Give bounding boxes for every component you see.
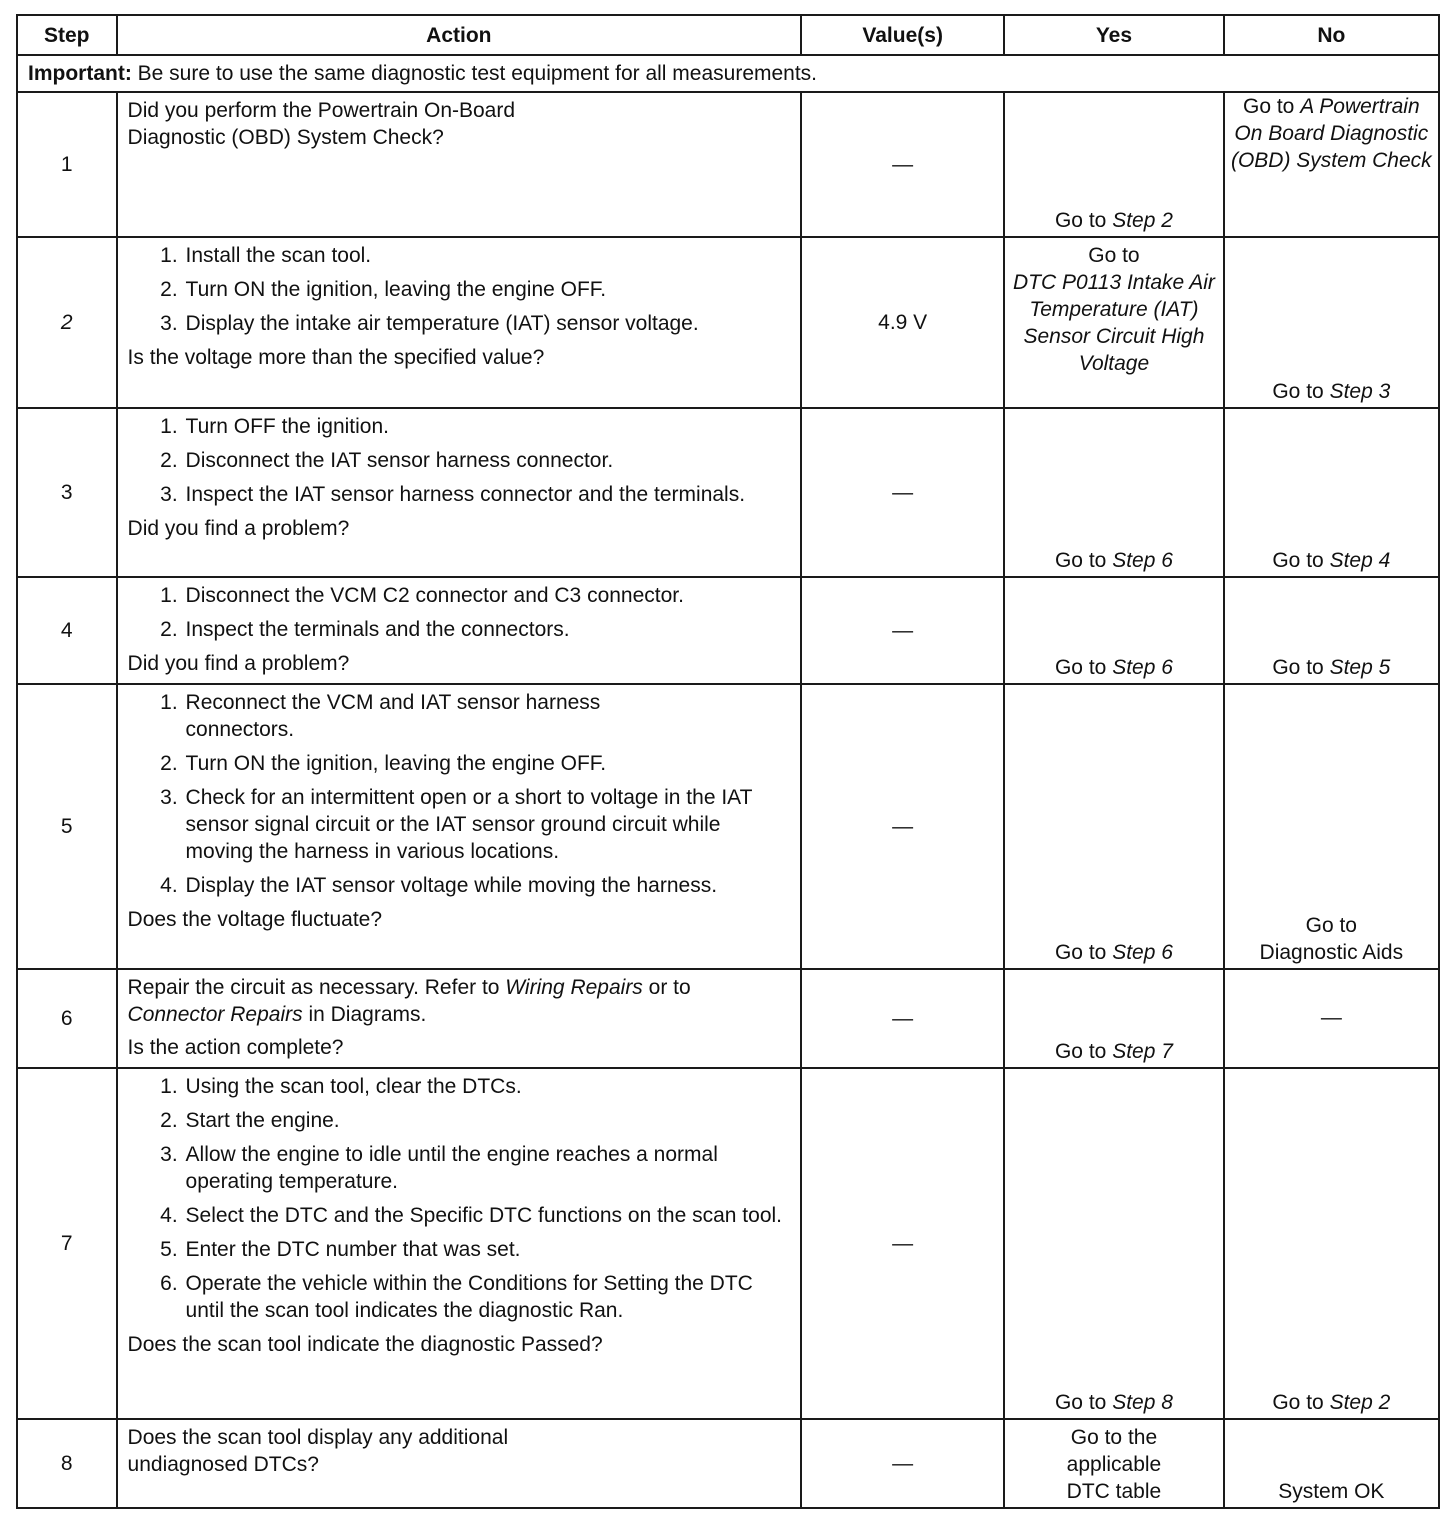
no-ref: Step 5 <box>1329 656 1391 679</box>
no-cell <box>1224 577 1439 684</box>
value-cell: — <box>801 684 1004 969</box>
action-cell <box>117 577 802 684</box>
no-cell <box>1224 1068 1439 1419</box>
yes-ref: Step 6 <box>1112 941 1173 964</box>
yes-cell <box>1004 408 1223 577</box>
yes-ref: Step 7 <box>1112 1040 1173 1063</box>
no-ref: A Powertrain On Board Diagnostic (OBD) System Check <box>1230 95 1432 172</box>
yes-ref: Step 8 <box>1112 1391 1173 1414</box>
step-number: 2 <box>17 237 117 408</box>
header-no: No <box>1224 15 1439 55</box>
action-text <box>128 974 793 1028</box>
value-cell: — <box>801 969 1004 1068</box>
value-cell: 4.9 V <box>801 237 1004 408</box>
action-cell <box>117 1068 802 1419</box>
go-to-label: Go to <box>1272 549 1324 572</box>
go-to-label: Go to <box>1242 95 1295 118</box>
go-to-label: Go to <box>1054 941 1107 964</box>
action-steps <box>128 1073 793 1324</box>
important-label: Important: <box>28 62 132 85</box>
action-step: 3. Display the intake air temperature (IAT) sensor voltage. <box>184 310 793 337</box>
action-step: 2. Inspect the terminals and the connectors. <box>184 616 793 643</box>
header-values: Value(s) <box>801 15 1004 55</box>
action-text: Did you perform the Powertrain On-Board Diagnostic (OBD) System Check? <box>127 99 516 149</box>
go-to-label: Go to <box>1054 549 1107 572</box>
action-question: Does the voltage fluctuate? <box>127 908 383 931</box>
important-text: Be sure to use the same diagnostic test equipment for all measurements. <box>131 62 818 85</box>
header-action: Action <box>117 15 802 55</box>
table-row <box>17 577 1439 684</box>
go-to-label: Go to <box>1054 656 1107 679</box>
no-cell <box>1224 684 1439 969</box>
action-cell <box>117 408 802 577</box>
action-question: Does the scan tool indicate the diagnostic Passed? <box>127 1333 603 1356</box>
action-step: 3. Allow the engine to idle until the engine reaches a normal operating temperature. <box>184 1141 793 1195</box>
no-cell <box>1224 408 1439 577</box>
no-ref: Step 2 <box>1329 1391 1391 1414</box>
action-cell <box>117 237 802 408</box>
no-ref: Step 3 <box>1329 380 1391 403</box>
go-to-label: Go to <box>1272 1391 1324 1414</box>
step-number: 8 <box>17 1419 117 1508</box>
diagnostic-table <box>16 14 1440 1509</box>
no-cell: — <box>1224 969 1439 1068</box>
action-step: 2. Turn ON the ignition, leaving the engine OFF. <box>184 750 793 777</box>
value-cell: — <box>801 92 1004 237</box>
action-step: 1. Reconnect the VCM and IAT sensor harness connectors. <box>184 689 793 743</box>
action-text: Does the scan tool display any additional undiagnosed DTCs? <box>127 1426 509 1476</box>
action-question: Did you find a problem? <box>127 517 350 540</box>
action-step: 3. Inspect the IAT sensor harness connector and the terminals. <box>184 481 793 508</box>
action-step: 2. Disconnect the IAT sensor harness connector. <box>184 447 793 474</box>
go-to-label: Go to <box>1088 244 1140 267</box>
go-to-label: Go to <box>1272 656 1324 679</box>
action-text-part: Repair the circuit as necessary. Refer to <box>127 976 506 999</box>
go-to-label: Go to <box>1272 380 1324 403</box>
no-cell: System OK <box>1224 1419 1439 1508</box>
wiring-repairs-ref: Wiring Repairs <box>505 976 643 999</box>
action-step: 4. Display the IAT sensor voltage while moving the harness. <box>184 872 793 899</box>
action-step: 3. Check for an intermittent open or a short to voltage in the IAT sensor signal circuit or the IAT sensor ground circuit while moving the harness in various locations. <box>184 784 793 865</box>
action-text-part: in Diagrams. <box>302 1003 427 1026</box>
action-steps <box>128 689 793 899</box>
important-row <box>17 55 1439 92</box>
action-cell <box>117 684 802 969</box>
action-cell <box>117 969 802 1068</box>
go-to-label: Go to <box>1054 209 1107 232</box>
action-step: 5. Enter the DTC number that was set. <box>184 1236 793 1263</box>
action-step: 1. Install the scan tool. <box>184 242 793 269</box>
action-question: Is the voltage more than the specified value? <box>127 346 545 369</box>
header-step: Step <box>17 15 117 55</box>
table-row <box>17 1068 1439 1419</box>
yes-cell <box>1004 1068 1223 1419</box>
yes-ref: Step 6 <box>1112 656 1173 679</box>
action-steps <box>128 413 793 508</box>
value-cell: — <box>801 1419 1004 1508</box>
action-step: 1. Using the scan tool, clear the DTCs. <box>184 1073 793 1100</box>
action-cell <box>117 92 802 237</box>
table-row <box>17 92 1439 237</box>
step-number: 4 <box>17 577 117 684</box>
step-number: 5 <box>17 684 117 969</box>
yes-ref: Step 6 <box>1112 549 1173 572</box>
header-row <box>17 15 1439 55</box>
table-row <box>17 408 1439 577</box>
step-number: 3 <box>17 408 117 577</box>
header-yes: Yes <box>1004 15 1223 55</box>
action-step: 2. Turn ON the ignition, leaving the engine OFF. <box>184 276 793 303</box>
important-note <box>17 55 1439 92</box>
table-row <box>17 969 1439 1068</box>
go-to-label: Go to <box>1054 1040 1107 1063</box>
go-to-label: Go to <box>1054 1391 1107 1414</box>
table-row <box>17 684 1439 969</box>
action-step: 4. Select the DTC and the Specific DTC functions on the scan tool. <box>184 1202 793 1229</box>
value-cell: — <box>801 408 1004 577</box>
action-question: Is the action complete? <box>127 1036 344 1059</box>
yes-ref: Step 2 <box>1112 209 1173 232</box>
action-cell <box>117 1419 802 1508</box>
yes-cell <box>1004 577 1223 684</box>
action-step: 6. Operate the vehicle within the Conditions for Setting the DTC until the scan tool indicates the diagnostic Ran. <box>184 1270 793 1324</box>
step-number: 7 <box>17 1068 117 1419</box>
no-cell <box>1224 92 1439 237</box>
no-text: Diagnostic Aids <box>1259 941 1404 964</box>
yes-cell <box>1004 237 1223 408</box>
action-text-part: or to <box>642 976 691 999</box>
go-to-label: Go to <box>1305 914 1357 937</box>
value-cell: — <box>801 577 1004 684</box>
action-question: Did you find a problem? <box>127 652 350 675</box>
action-steps <box>128 242 793 337</box>
action-step: 1. Disconnect the VCM C2 connector and C3 connector. <box>184 582 793 609</box>
yes-ref: DTC P0113 Intake Air Temperature (IAT) Sensor Circuit High Voltage <box>1012 271 1215 375</box>
action-step: 1. Turn OFF the ignition. <box>184 413 793 440</box>
action-step: 2. Start the engine. <box>184 1107 793 1134</box>
value-cell: — <box>801 1068 1004 1419</box>
step-number: 6 <box>17 969 117 1068</box>
yes-cell: Go to the applicable DTC table <box>1004 1419 1223 1508</box>
action-steps <box>128 582 793 643</box>
yes-cell <box>1004 684 1223 969</box>
table-row <box>17 237 1439 408</box>
no-ref: Step 4 <box>1329 549 1391 572</box>
no-cell <box>1224 237 1439 408</box>
step-number: 1 <box>17 92 117 237</box>
yes-cell <box>1004 92 1223 237</box>
table-row <box>17 1419 1439 1508</box>
connector-repairs-ref: Connector Repairs <box>127 1003 303 1026</box>
yes-cell <box>1004 969 1223 1068</box>
